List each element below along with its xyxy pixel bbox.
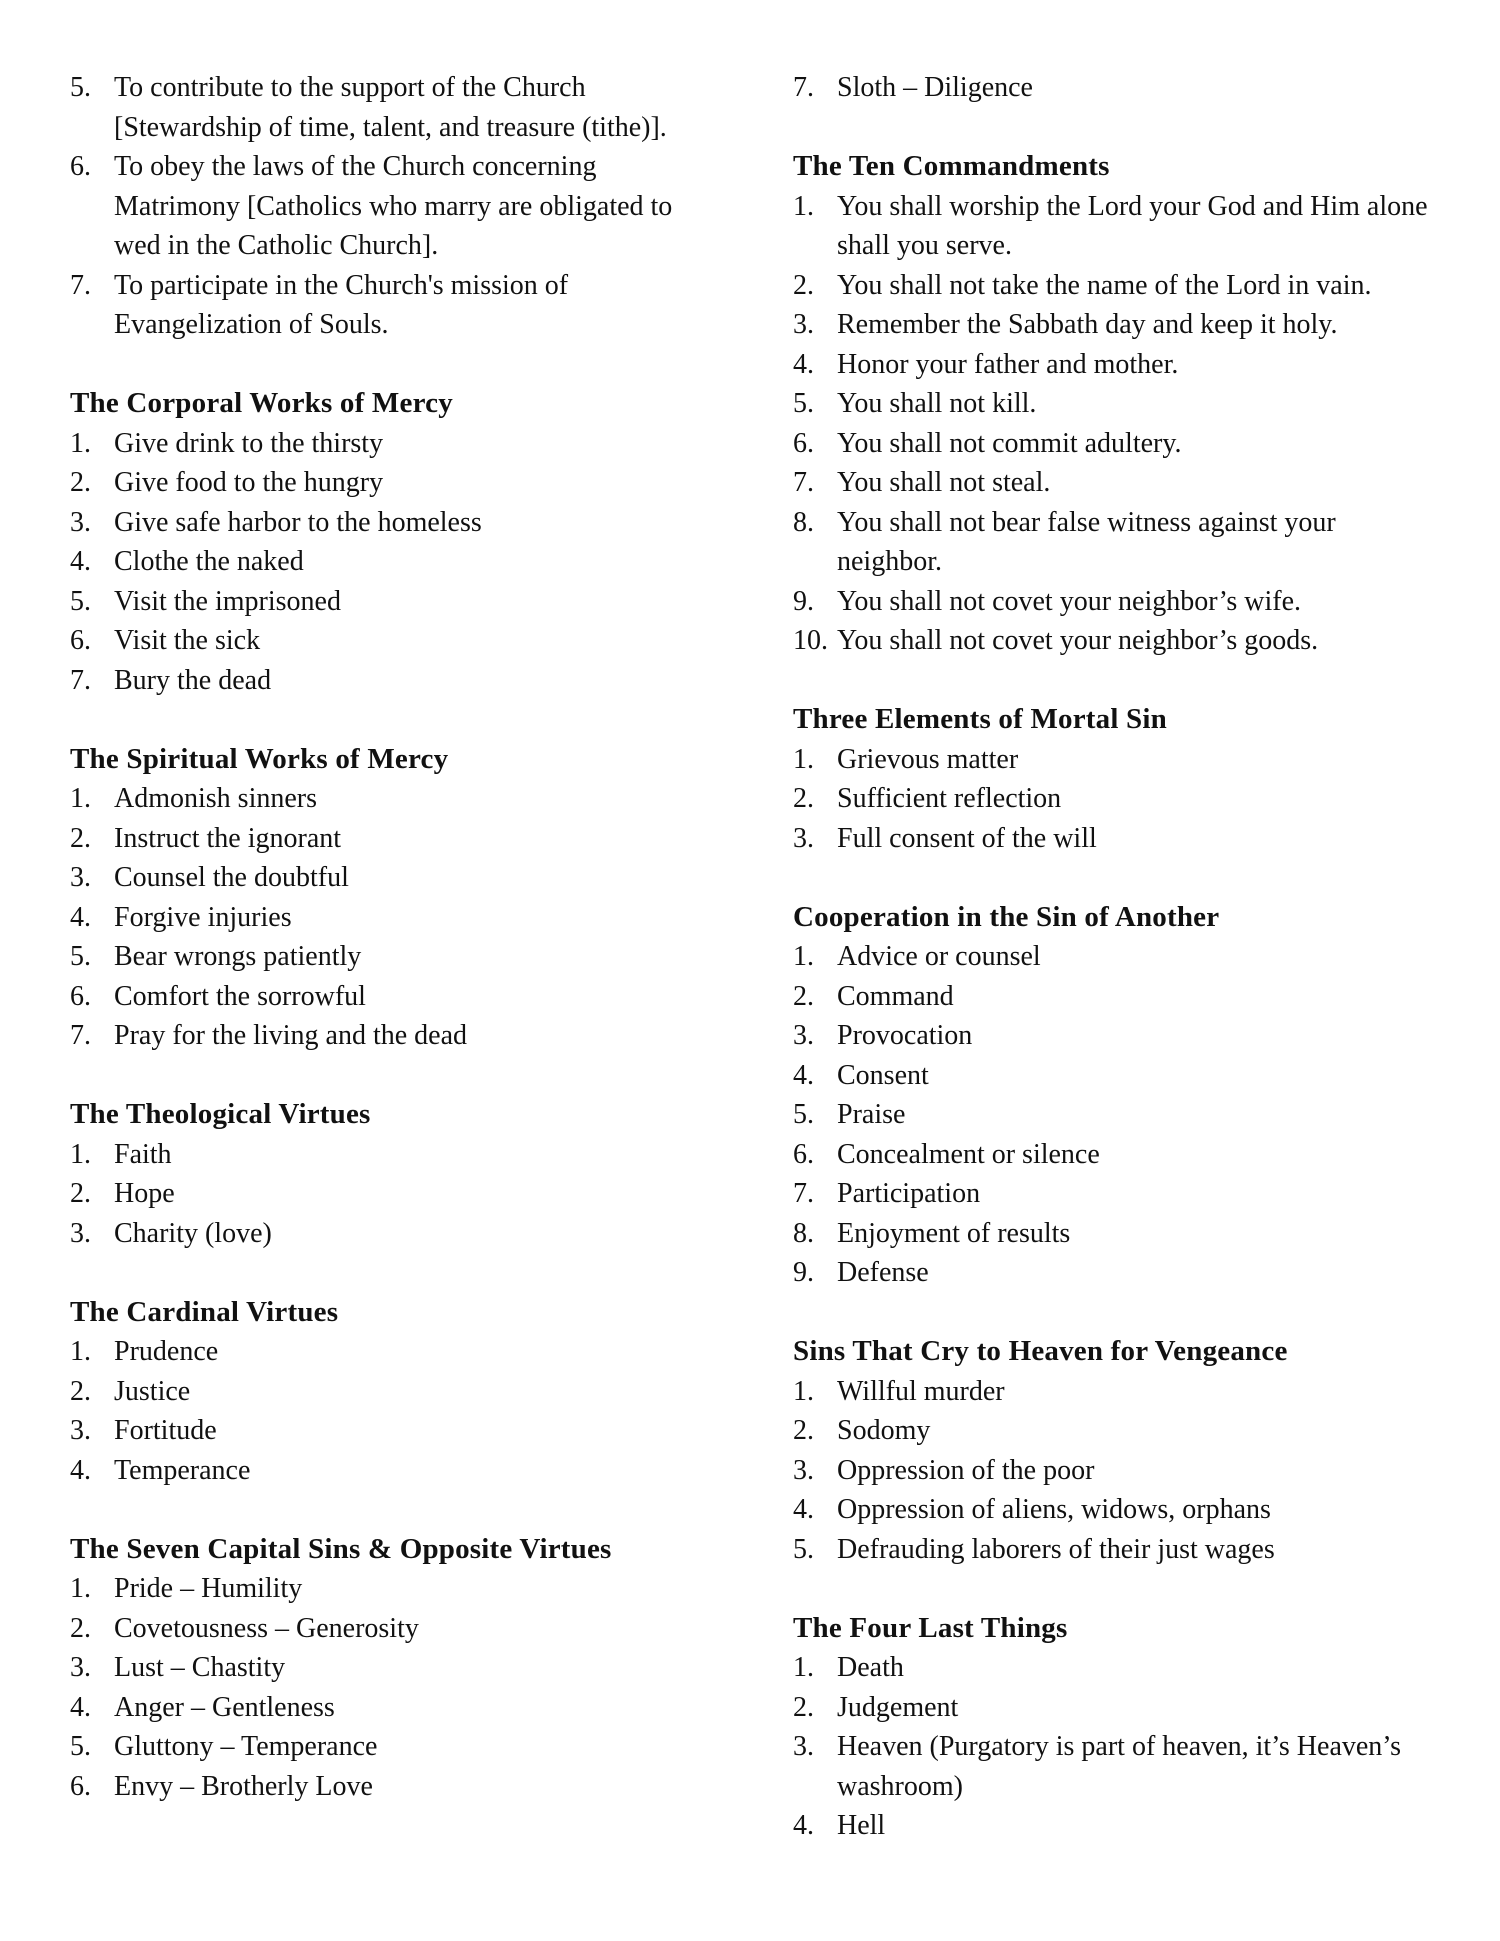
list-item-text: Visit the sick bbox=[114, 625, 261, 656]
list-item-number: 6. bbox=[70, 1770, 91, 1802]
list-item bbox=[793, 68, 1443, 108]
list-item-text: Death bbox=[837, 1652, 904, 1683]
list-item bbox=[70, 1016, 710, 1056]
list-item bbox=[70, 1135, 710, 1175]
numbered-list bbox=[793, 1648, 1443, 1846]
list-item-text: Honor your father and mother. bbox=[837, 348, 1179, 380]
list-item bbox=[70, 147, 710, 266]
list-item-text: Fortitude bbox=[114, 1415, 217, 1446]
list-item-text: Clothe the naked bbox=[114, 546, 304, 577]
list-item-number: 4. bbox=[793, 1059, 814, 1091]
list-item-text: Forgive injuries bbox=[114, 901, 292, 933]
list-item-text: Pray for the living and the dead bbox=[114, 1020, 468, 1051]
list-item-text: You shall not commit adultery. bbox=[837, 427, 1182, 459]
list-item-text: Provocation bbox=[837, 1020, 973, 1051]
list-item-text: Judgement bbox=[837, 1691, 959, 1723]
list-item-number: 2. bbox=[70, 1612, 91, 1644]
list-item-text: Defense bbox=[837, 1257, 929, 1288]
list-item-number: 2. bbox=[793, 269, 814, 301]
list-item-number: 3. bbox=[793, 822, 814, 854]
numbered-list bbox=[70, 779, 710, 1056]
list-item-text: You shall not take the name of the Lord in vain. bbox=[837, 269, 1372, 301]
list-item-number: 4. bbox=[70, 546, 91, 577]
list-item-text: Prudence bbox=[114, 1336, 219, 1367]
list-item bbox=[793, 503, 1443, 582]
list-item-text: Sloth – Diligence bbox=[837, 72, 1033, 103]
list-item-text: Oppression of the poor bbox=[837, 1454, 1095, 1486]
list-item-text: Anger – Gentleness bbox=[114, 1691, 335, 1723]
section-sins-that-cry-to-heaven-for-vengeance bbox=[793, 1332, 1443, 1569]
list-item bbox=[70, 977, 710, 1017]
list-item bbox=[793, 779, 1443, 819]
list-item bbox=[793, 1135, 1443, 1175]
section-heading: The Spiritual Works of Mercy bbox=[70, 742, 449, 775]
list-item-text: Counsel the doubtful bbox=[114, 862, 349, 893]
list-item-number: 4. bbox=[70, 1454, 91, 1486]
list-item-text: Full consent of the will bbox=[837, 822, 1097, 854]
list-item-text: Lust – Chastity bbox=[114, 1652, 286, 1683]
list-item-number: 5. bbox=[70, 941, 91, 972]
list-item-text: Envy – Brotherly Love bbox=[114, 1770, 373, 1802]
list-item-text: Heaven (Purgatory is part of heaven, it’s Heaven’s washroom) bbox=[837, 1731, 1401, 1802]
list-item-number: 6. bbox=[793, 1138, 814, 1170]
list-item bbox=[70, 1411, 710, 1451]
list-item-text: You shall not steal. bbox=[837, 467, 1051, 498]
section-heading: The Corporal Works of Mercy bbox=[70, 387, 453, 419]
list-item-text: Give food to the hungry bbox=[114, 467, 384, 498]
section-heading: The Four Last Things bbox=[793, 1611, 1068, 1644]
list-item bbox=[793, 1451, 1443, 1491]
list-item bbox=[70, 661, 710, 701]
list-item-number: 2. bbox=[793, 1691, 814, 1723]
list-item-text: Sufficient reflection bbox=[837, 783, 1062, 814]
list-item bbox=[793, 345, 1443, 385]
list-item-number: 7. bbox=[70, 664, 91, 696]
section-heading: The Ten Commandments bbox=[793, 150, 1110, 182]
list-item bbox=[70, 1609, 710, 1649]
section-heading: The Seven Capital Sins & Opposite Virtues bbox=[70, 1532, 612, 1565]
list-item bbox=[70, 1569, 710, 1609]
list-item bbox=[70, 937, 710, 977]
list-item-number: 3. bbox=[793, 1020, 814, 1051]
numbered-list bbox=[70, 424, 710, 701]
list-item bbox=[70, 819, 710, 859]
list-item bbox=[793, 1253, 1443, 1293]
list-item-text: Bear wrongs patiently bbox=[114, 941, 362, 972]
list-item-number: 2. bbox=[793, 783, 814, 814]
list-item-number: 1. bbox=[70, 783, 91, 814]
section-the-cardinal-virtues bbox=[70, 1293, 710, 1491]
section-heading: Three Elements of Mortal Sin bbox=[793, 703, 1167, 735]
list-item-number: 5. bbox=[70, 72, 91, 103]
list-item-number: 4. bbox=[793, 348, 814, 380]
list-item-number: 7. bbox=[793, 467, 814, 498]
list-item bbox=[793, 1530, 1443, 1570]
list-item-text: Instruct the ignorant bbox=[114, 822, 342, 854]
list-item-number: 5. bbox=[793, 388, 814, 419]
list-item-number: 2. bbox=[70, 1375, 91, 1407]
list-item-number: 3. bbox=[793, 1454, 814, 1486]
list-item-text: You shall not bear false witness against your neighbor. bbox=[837, 506, 1336, 577]
list-item bbox=[793, 621, 1443, 661]
list-item-text: Visit the imprisoned bbox=[114, 585, 341, 617]
list-item bbox=[793, 424, 1443, 464]
list-item-text: Covetousness – Generosity bbox=[114, 1612, 419, 1644]
list-item bbox=[70, 1214, 710, 1254]
list-item-number: 3. bbox=[70, 1415, 91, 1446]
list-item-text: Participation bbox=[837, 1178, 981, 1209]
list-item-number: 4. bbox=[70, 901, 91, 933]
numbered-list bbox=[793, 68, 1443, 108]
list-item bbox=[793, 187, 1443, 266]
list-item bbox=[70, 858, 710, 898]
section-heading: The Theological Virtues bbox=[70, 1098, 371, 1130]
numbered-list bbox=[70, 1332, 710, 1490]
section-the-four-last-things bbox=[793, 1609, 1443, 1846]
list-item-text: To participate in the Church's mission of Evangelization of Souls. bbox=[114, 269, 569, 340]
list-item bbox=[70, 1451, 710, 1491]
list-item bbox=[70, 1372, 710, 1412]
list-item-number: 2. bbox=[793, 1415, 814, 1446]
list-item bbox=[70, 68, 710, 147]
section-continued-list bbox=[793, 68, 1443, 108]
list-item-text: Give safe harbor to the homeless bbox=[114, 506, 482, 538]
list-item-text: Hope bbox=[114, 1178, 175, 1209]
list-item-text: Admonish sinners bbox=[114, 783, 317, 814]
list-item-number: 6. bbox=[793, 427, 814, 459]
list-item-number: 5. bbox=[793, 1099, 814, 1130]
list-item bbox=[70, 1727, 710, 1767]
list-item-text: To contribute to the support of the Church [Stewardship of time, talent, and treasure (tithe)]. bbox=[114, 72, 667, 143]
list-item bbox=[70, 621, 710, 661]
list-item-number: 3. bbox=[70, 506, 91, 538]
list-item-text: Pride – Humility bbox=[114, 1573, 303, 1604]
list-item bbox=[70, 266, 710, 345]
list-item bbox=[793, 740, 1443, 780]
list-item-text: Advice or counsel bbox=[837, 941, 1041, 972]
list-item-number: 7. bbox=[793, 1178, 814, 1209]
list-item bbox=[793, 1490, 1443, 1530]
list-item-text: You shall not covet your neighbor’s wife. bbox=[837, 585, 1302, 617]
numbered-list bbox=[793, 1372, 1443, 1570]
list-item-text: Oppression of aliens, widows, orphans bbox=[837, 1494, 1271, 1525]
list-item-number: 1. bbox=[70, 1138, 91, 1170]
list-item-text: Sodomy bbox=[837, 1415, 931, 1446]
list-item bbox=[70, 503, 710, 543]
list-item-text: Willful murder bbox=[837, 1375, 1005, 1407]
right-column bbox=[793, 68, 1443, 1846]
list-item-number: 1. bbox=[793, 941, 814, 972]
section-the-corporal-works-of-mercy bbox=[70, 384, 710, 700]
list-item-text: Justice bbox=[114, 1375, 191, 1407]
numbered-list bbox=[793, 937, 1443, 1293]
list-item-text: Bury the dead bbox=[114, 664, 272, 696]
list-item-text: You shall not kill. bbox=[837, 388, 1037, 419]
list-item bbox=[793, 1174, 1443, 1214]
list-item bbox=[70, 1174, 710, 1214]
section-three-elements-of-mortal-sin bbox=[793, 700, 1443, 858]
list-item-number: 2. bbox=[70, 467, 91, 498]
list-item-text: Remember the Sabbath day and keep it holy. bbox=[837, 309, 1338, 340]
list-item bbox=[793, 977, 1443, 1017]
list-item bbox=[793, 1806, 1443, 1846]
section-heading: Cooperation in the Sin of Another bbox=[793, 900, 1220, 933]
list-item-text: Gluttony – Temperance bbox=[114, 1731, 378, 1762]
section-cooperation-in-the-sin-of-another bbox=[793, 898, 1443, 1293]
list-item bbox=[70, 582, 710, 622]
list-item bbox=[70, 463, 710, 503]
list-item-number: 5. bbox=[70, 585, 91, 617]
list-item-text: Command bbox=[837, 980, 954, 1012]
list-item-number: 2. bbox=[70, 1178, 91, 1209]
section-heading: The Cardinal Virtues bbox=[70, 1295, 339, 1328]
list-item bbox=[70, 1332, 710, 1372]
list-item bbox=[793, 819, 1443, 859]
list-item bbox=[793, 1372, 1443, 1412]
list-item-text: Defrauding laborers of their just wages bbox=[837, 1533, 1275, 1565]
list-item bbox=[70, 1767, 710, 1807]
list-item-number: 5. bbox=[70, 1731, 91, 1762]
list-item-text: Give drink to the thirsty bbox=[114, 427, 384, 459]
list-item bbox=[793, 1214, 1443, 1254]
list-item-number: 1. bbox=[793, 743, 814, 775]
list-item-number: 1. bbox=[793, 190, 814, 222]
list-item-number: 6. bbox=[70, 625, 91, 656]
list-item-text: Consent bbox=[837, 1059, 929, 1091]
section-the-ten-commandments bbox=[793, 147, 1443, 661]
numbered-list bbox=[70, 1569, 710, 1806]
list-item-number: 5. bbox=[793, 1533, 814, 1565]
list-item bbox=[70, 1648, 710, 1688]
list-item-text: You shall worship the Lord your God and Him alone shall you serve. bbox=[837, 190, 1428, 261]
list-item-text: Praise bbox=[837, 1099, 906, 1130]
numbered-list bbox=[793, 740, 1443, 859]
section-the-seven-capital-sins-and-opposite-virtues bbox=[70, 1530, 710, 1807]
list-item-text: Grievous matter bbox=[837, 743, 1019, 775]
numbered-list bbox=[793, 187, 1443, 661]
list-item bbox=[793, 1727, 1443, 1806]
list-item bbox=[793, 1095, 1443, 1135]
numbered-list bbox=[70, 68, 710, 345]
list-item-text: Hell bbox=[837, 1810, 886, 1841]
list-item-text: Temperance bbox=[114, 1454, 251, 1486]
list-item-number: 4. bbox=[793, 1494, 814, 1525]
list-item bbox=[793, 305, 1443, 345]
list-item-number: 7. bbox=[70, 269, 91, 301]
list-item bbox=[793, 1016, 1443, 1056]
list-item-number: 4. bbox=[70, 1691, 91, 1723]
list-item bbox=[793, 463, 1443, 503]
list-item-number: 1. bbox=[70, 1573, 91, 1604]
section-heading: Sins That Cry to Heaven for Vengeance bbox=[793, 1335, 1288, 1367]
list-item-text: Faith bbox=[114, 1138, 172, 1170]
list-item bbox=[70, 1688, 710, 1728]
list-item bbox=[70, 779, 710, 819]
list-item bbox=[793, 1688, 1443, 1728]
list-item-number: 6. bbox=[70, 151, 91, 182]
list-item-text: Concealment or silence bbox=[837, 1138, 1100, 1170]
list-item-number: 1. bbox=[70, 1336, 91, 1367]
list-item-text: To obey the laws of the Church concerning Matrimony [Catholics who marry are obligated to wed in the Catholic Church]. bbox=[114, 151, 673, 261]
left-column bbox=[70, 68, 710, 1806]
list-item bbox=[793, 582, 1443, 622]
section-continued-list bbox=[70, 68, 710, 345]
list-item-number: 9. bbox=[793, 585, 814, 617]
list-item-number: 8. bbox=[793, 1217, 814, 1249]
list-item-number: 4. bbox=[793, 1810, 814, 1841]
list-item-text: Comfort the sorrowful bbox=[114, 980, 366, 1012]
list-item bbox=[793, 1648, 1443, 1688]
list-item-number: 8. bbox=[793, 506, 814, 538]
list-item-number: 3. bbox=[70, 1217, 91, 1249]
list-item bbox=[70, 898, 710, 938]
list-item-number: 6. bbox=[70, 980, 91, 1012]
section-the-spiritual-works-of-mercy bbox=[70, 740, 710, 1056]
list-item-text: You shall not covet your neighbor’s goods. bbox=[837, 625, 1319, 656]
list-item-number: 7. bbox=[70, 1020, 91, 1051]
list-item-number: 10. bbox=[793, 625, 828, 656]
list-item-number: 7. bbox=[793, 72, 814, 103]
list-item-text: Enjoyment of results bbox=[837, 1217, 1071, 1249]
list-item bbox=[793, 937, 1443, 977]
list-item bbox=[70, 424, 710, 464]
list-item bbox=[793, 266, 1443, 306]
list-item-number: 3. bbox=[793, 1731, 814, 1762]
list-item-number: 3. bbox=[793, 309, 814, 340]
list-item bbox=[70, 542, 710, 582]
list-item-number: 9. bbox=[793, 1257, 814, 1288]
list-item-number: 1. bbox=[793, 1375, 814, 1407]
list-item bbox=[793, 1056, 1443, 1096]
list-item-number: 3. bbox=[70, 862, 91, 893]
list-item-number: 1. bbox=[70, 427, 91, 459]
list-item bbox=[793, 1411, 1443, 1451]
list-item bbox=[793, 384, 1443, 424]
list-item-text: Charity (love) bbox=[114, 1217, 272, 1249]
section-the-theological-virtues bbox=[70, 1095, 710, 1253]
list-item-number: 1. bbox=[793, 1652, 814, 1683]
list-item-number: 2. bbox=[793, 980, 814, 1012]
numbered-list bbox=[70, 1135, 710, 1254]
list-item-number: 3. bbox=[70, 1652, 91, 1683]
list-item-number: 2. bbox=[70, 822, 91, 854]
